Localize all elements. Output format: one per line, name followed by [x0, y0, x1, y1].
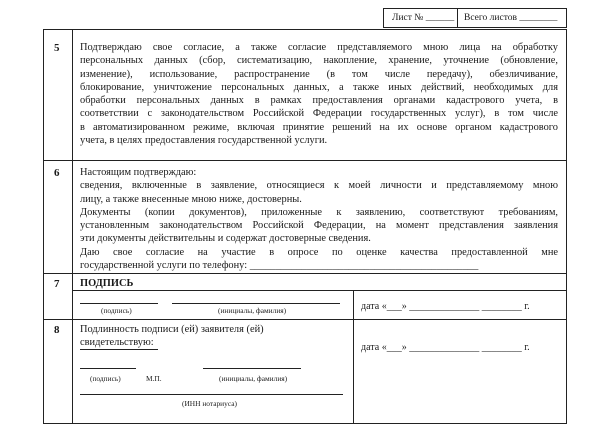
- row5-line: изменение), использование, распространение (в том числе передачу), обезличивание,: [80, 68, 558, 80]
- notary-text-line1: Подлинность подписи (ей) заявителя (ей): [80, 324, 264, 335]
- row5-line: соответствии с законодательством Российской Федерации государственных услуг), в том числе: [80, 108, 558, 120]
- row-number-7: 7: [54, 278, 60, 290]
- row-divider-5-6: [43, 160, 567, 161]
- row-number-5: 5: [54, 42, 60, 54]
- row6-line: установленным законодательством Российской Федерации, на момент представления заявления: [80, 220, 558, 232]
- name-field[interactable]: [172, 303, 340, 304]
- signature-date-divider: [353, 290, 354, 424]
- row5-line: блокирование, уничтожение персональных данных, а также иных действий, необходимых для: [80, 81, 558, 93]
- row-divider-6-7: [43, 273, 567, 274]
- phone-survey-line[interactable]: государственной услуги по телефону: ____________________________________________: [80, 260, 479, 272]
- signature-title: ПОДПИСЬ: [80, 278, 134, 289]
- name-caption: (инициалы, фамилия): [218, 306, 287, 315]
- row-6-confirm-text: [80, 166, 558, 272]
- total-sheets-label: Всего листов ________: [464, 13, 558, 23]
- header-sheet-box: [383, 8, 458, 28]
- notary-text-underline: [80, 349, 158, 350]
- notary-text-line2: свидетельствую:: [80, 337, 154, 348]
- row-number-6: 6: [54, 167, 60, 179]
- signature-field[interactable]: [80, 303, 158, 304]
- row5-line: Подтверждаю свое согласие, а также согласие представляемого мною лица на обработку: [80, 42, 558, 53]
- notary-inn-caption: (ИНН нотариуса): [182, 399, 237, 408]
- notary-inn-field[interactable]: [80, 394, 343, 395]
- row6-line: Документы (копии документов), приложенные к заявлению, соответствуют требованиям,: [80, 206, 558, 218]
- row5-line: обработки персональных данных в рамках предоставления органами кадастрового учета, в: [80, 95, 558, 107]
- row6-line: эти документы действительны и содержат достоверные сведения.: [80, 233, 371, 245]
- row-number-8: 8: [54, 324, 60, 336]
- notary-name-caption: (инициалы, фамилия): [219, 374, 288, 383]
- row6-line: Даю свое согласие на участие в опросе по оценке качества предоставленной мне: [80, 246, 558, 258]
- number-column-divider: [72, 29, 73, 424]
- sheet-number-label: Лист № ______: [392, 13, 455, 23]
- row5-line: персональных данных (сбор, систематизацию, накопление, хранение, уточнение (обновление,: [80, 55, 558, 67]
- date-field-row7[interactable]: дата «___» ______________ ________ г.: [361, 301, 530, 312]
- notary-name-field[interactable]: [203, 368, 301, 369]
- row6-line: Настоящим подтверждаю:: [80, 167, 197, 178]
- row6-line: лицу, а также внесенные мною ниже, достоверны.: [80, 193, 302, 205]
- date-field-row8[interactable]: дата «___» ______________ ________ г.: [361, 342, 530, 353]
- row-divider-7-8: [43, 319, 567, 320]
- row6-line: сведения, включенные в заявление, относящиеся к моей личности и представляемому мною: [80, 180, 558, 192]
- row5-line: учета, в целях предоставления государственной услуги.: [80, 135, 328, 147]
- header-total-box: [457, 8, 567, 28]
- notary-signature-field[interactable]: [80, 368, 136, 369]
- signature-title-underline: [72, 290, 567, 291]
- row-5-consent-text: [80, 41, 558, 147]
- notary-signature-caption: (подпись): [90, 374, 121, 383]
- stamp-caption: М.П.: [146, 374, 162, 383]
- row5-line: в автоматизированном режиме, включая принятие решений на их основе органом кадастрового: [80, 121, 558, 133]
- signature-caption: (подпись): [101, 306, 132, 315]
